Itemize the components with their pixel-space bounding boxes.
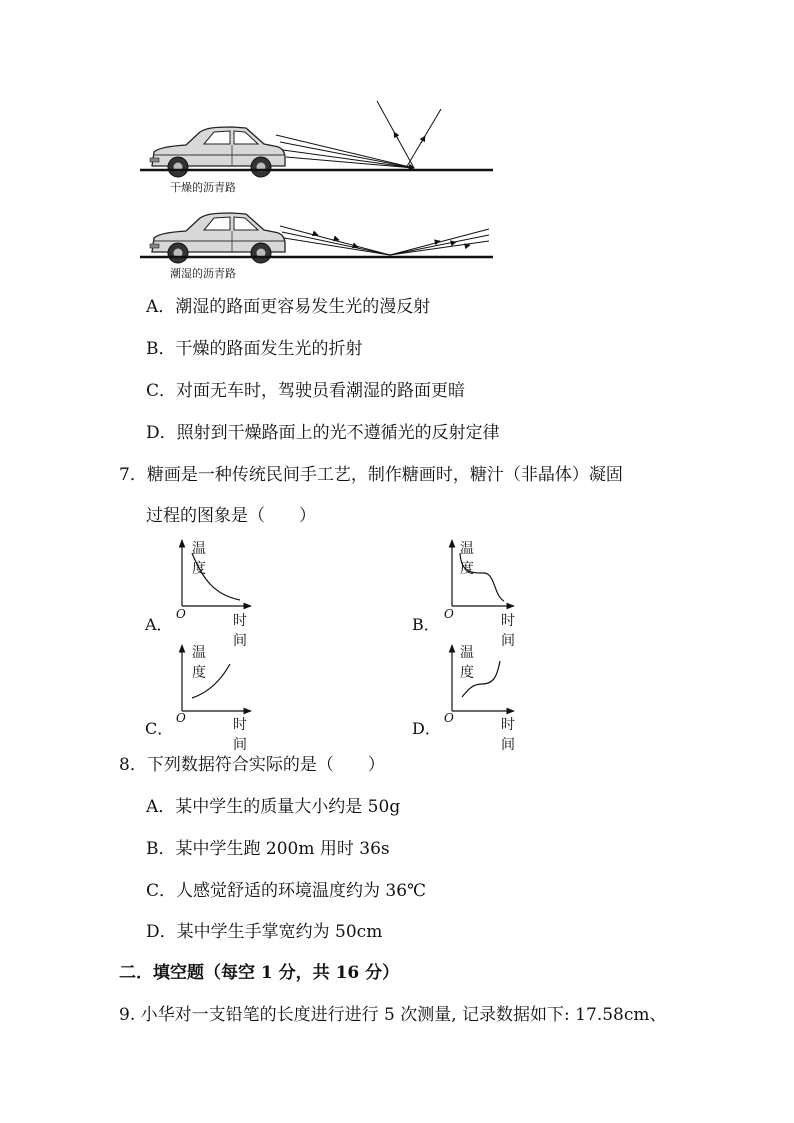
q6-option-b: B．干燥的路面发生光的折射 [146,339,363,359]
q7-graph-b-ylabel: 温度 [460,541,474,577]
q7-stem-line1: 7．糖画是一种传统民间手工艺，制作糖画时，糖汁（非晶体）凝固 [119,465,623,485]
q7-graph-d-origin: O [444,711,454,725]
q7-graph-d-xlabel: 时间 [501,717,515,753]
q7-graph-c-ylabel: 温度 [192,645,206,681]
q8-option-d: D．某中学生手掌宽约为 50cm [146,922,383,942]
q7-graph-a-letter: A． [145,615,173,634]
q7-graph-d-letter: D． [412,719,441,738]
q7-graph-a-origin: O [176,607,186,621]
q8-option-a: A．某中学生的质量大小约是 50g [146,797,401,817]
q7-stem-line2: 过程的图象是（ ） [146,506,316,526]
section2-title: 二．填空题（每空 1 分，共 16 分） [119,963,400,983]
wet-road-caption: 潮湿的沥青路 [170,267,236,280]
q9-stem-line1: 9. 小华对一支铅笔的长度进行进行 5 次测量, 记录数据如下: 17.58cm、 [119,1005,667,1025]
q7-graph-a-ylabel: 温度 [192,541,206,577]
q6-option-d: D．照射到干燥路面上的光不遵循光的反射定律 [146,423,500,443]
q7-graph-c-origin: O [176,711,186,725]
q7-graph-c-xlabel: 时间 [233,717,247,753]
q7-graph-a-xlabel: 时间 [233,613,247,649]
q7-graph-c-letter: C． [145,719,174,738]
q6-option-c: C．对面无车时，驾驶员看潮湿的路面更暗 [146,381,466,401]
q7-graph-d-ylabel: 温度 [460,645,474,681]
q8-option-b: B．某中学生跑 200m 用时 36s [146,839,390,859]
q8-stem: 8．下列数据符合实际的是（ ） [119,755,385,775]
q6-option-a: A．潮湿的路面更容易发生光的漫反射 [146,297,431,317]
q8-option-c: C．人感觉舒适的环境温度约为 36℃ [146,881,427,901]
q7-graph-b-origin: O [444,607,454,621]
dry-road-caption: 干燥的沥青路 [170,181,236,194]
q7-graph-b-letter: B． [412,615,440,634]
q7-graph-b-xlabel: 时间 [501,613,515,649]
